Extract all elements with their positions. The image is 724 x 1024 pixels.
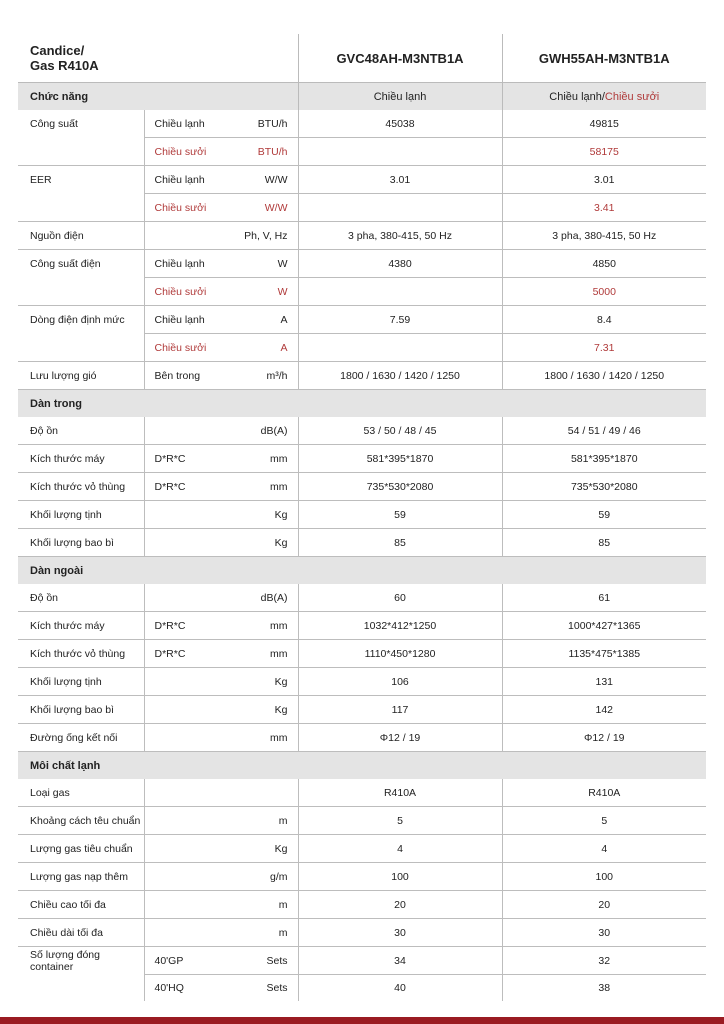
general-value-model-2: 1800 / 1630 / 1420 / 1250 (502, 362, 706, 390)
general-value-model-1: 3.01 (298, 166, 502, 194)
refrigerant-param-mode (144, 807, 218, 835)
indoor-value-model-1: 581*395*1870 (298, 445, 502, 473)
outdoor-value-model-1: 60 (298, 584, 502, 612)
general-param-unit: m³/h (218, 362, 298, 390)
outdoor-param-unit: dB(A) (218, 584, 298, 612)
general-param-mode: Chiều sưởi (144, 278, 218, 306)
general-param-name (18, 334, 144, 362)
refrigerant-param-mode (144, 891, 218, 919)
refrigerant-param-name: Loại gas (18, 779, 144, 807)
outdoor-value-model-2: 1000*427*1365 (502, 612, 706, 640)
refrigerant-param-name: Lượng gas nạp thêm (18, 863, 144, 891)
indoor-value-model-2: 54 / 51 / 49 / 46 (502, 417, 706, 445)
function-separator: / (601, 90, 605, 103)
refrigerant-value-model-2: 38 (598, 982, 611, 994)
general-value-model-1: 45038 (298, 110, 502, 138)
table-row (18, 501, 706, 529)
general-param-unit: W/W (218, 166, 298, 194)
refrigerant-param-unit: g/m (218, 863, 298, 891)
general-param-unit: BTU/h (218, 110, 298, 138)
function-heat-label: Chiều sưởi (604, 90, 660, 103)
table-row (18, 919, 706, 947)
footer-bar (0, 1017, 724, 1024)
table-row (18, 473, 706, 501)
indoor-param-unit: dB(A) (218, 417, 298, 445)
table-row (18, 166, 706, 194)
table-row (18, 724, 706, 752)
section-indoor (18, 390, 706, 418)
indoor-value-model-1: 735*530*2080 (298, 473, 502, 501)
table-row (18, 835, 706, 863)
general-value-model-2: 3.41 (502, 194, 706, 222)
general-value-model-2: 49815 (502, 110, 706, 138)
table-row (18, 417, 706, 445)
general-value-model-2: 3.01 (502, 166, 706, 194)
refrigerant-value-model-1: R410A (298, 779, 502, 807)
outdoor-param-unit: Kg (218, 668, 298, 696)
indoor-value-model-2: 735*530*2080 (502, 473, 706, 501)
indoor-param-name: Kích thước vỏ thùng (18, 473, 144, 501)
general-param-name: Nguồn điện (18, 222, 144, 250)
refrigerant-param-mode (144, 835, 218, 863)
outdoor-value-model-1: 1032*412*1250 (298, 612, 502, 640)
table-row (18, 891, 706, 919)
refrigerant-value-model-1: 40 (298, 975, 502, 1002)
outdoor-param-mode (144, 724, 218, 752)
outdoor-value-model-1: Φ12 / 19 (298, 724, 502, 752)
refrigerant-value-model-1: 100 (298, 863, 502, 891)
general-param-mode: Chiều sưởi (144, 334, 218, 362)
indoor-param-mode: D*R*C (144, 445, 218, 473)
general-value-model-2: 58175 (502, 138, 706, 166)
refrigerant-param-unit: Kg (218, 835, 298, 863)
outdoor-param-name: Kích thước vỏ thùng (18, 640, 144, 668)
indoor-param-unit: Kg (218, 529, 298, 557)
general-param-mode: Chiều sưởi (144, 138, 218, 166)
refrigerant-value-model-2: 100 (502, 863, 706, 891)
outdoor-value-model-2: 131 (502, 668, 706, 696)
product-title (18, 34, 298, 83)
indoor-param-name: Độ ồn (18, 417, 144, 445)
general-value-model-1 (298, 138, 502, 166)
indoor-value-model-2: 85 (502, 529, 706, 557)
table-row (18, 278, 706, 306)
outdoor-param-name: Đường ống kết nối (18, 724, 144, 752)
refrigerant-value-model-2: 20 (502, 891, 706, 919)
table-row (18, 668, 706, 696)
indoor-value-model-1: 53 / 50 / 48 / 45 (298, 417, 502, 445)
outdoor-param-unit: mm (218, 640, 298, 668)
table-row (18, 306, 706, 334)
outdoor-param-unit: Kg (218, 696, 298, 724)
outdoor-value-model-2: 1135*475*1385 (502, 640, 706, 668)
general-value-model-2: 8.4 (502, 306, 706, 334)
general-param-unit: Ph, V, Hz (218, 222, 298, 250)
general-param-name: Công suất (18, 110, 144, 138)
general-value-model-1 (298, 194, 502, 222)
table-row (18, 975, 706, 1002)
indoor-param-name: Khối lượng tịnh (18, 501, 144, 529)
indoor-param-name: Khối lượng bao bì (18, 529, 144, 557)
table-row (18, 947, 706, 975)
indoor-param-mode (144, 529, 218, 557)
outdoor-value-model-2: Φ12 / 19 (502, 724, 706, 752)
outdoor-value-model-2: 61 (502, 584, 706, 612)
refrigerant-param-mode: 40'HQ (154, 982, 184, 994)
indoor-value-model-2: 59 (502, 501, 706, 529)
indoor-param-unit: mm (218, 445, 298, 473)
outdoor-value-model-1: 117 (298, 696, 502, 724)
function-model-1: Chiều lạnh (298, 83, 502, 111)
table-row (18, 362, 706, 390)
general-param-name (18, 194, 144, 222)
table-row (18, 194, 706, 222)
section-function (18, 83, 706, 111)
outdoor-param-mode (144, 696, 218, 724)
general-value-model-1 (298, 334, 502, 362)
section-outdoor-label: Dàn ngoài (18, 557, 706, 585)
outdoor-param-unit: mm (218, 724, 298, 752)
general-value-model-2: 3 pha, 380-415, 50 Hz (502, 222, 706, 250)
refrigerant-value-model-2: 4 (502, 835, 706, 863)
table-row (18, 250, 706, 278)
refrigerant-value-model-1: 20 (298, 891, 502, 919)
general-value-model-2: 7.31 (502, 334, 706, 362)
model-1-header: GVC48AH-M3NTB1A (298, 34, 502, 83)
general-param-name (18, 278, 144, 306)
general-param-name: Dòng điện định mức (18, 306, 144, 334)
outdoor-param-unit: mm (218, 612, 298, 640)
general-value-model-1: 3 pha, 380-415, 50 Hz (298, 222, 502, 250)
table-row (18, 529, 706, 557)
section-indoor-label: Dàn trong (18, 390, 706, 418)
outdoor-value-model-2: 142 (502, 696, 706, 724)
table-row (18, 445, 706, 473)
table-row (18, 696, 706, 724)
refrigerant-param-name (18, 975, 144, 1002)
general-value-model-1: 4380 (298, 250, 502, 278)
indoor-param-unit: mm (218, 473, 298, 501)
model-2-header: GWH55AH-M3NTB1A (502, 34, 706, 83)
refrigerant-param-name: Khoảng cách têu chuẩn (18, 807, 144, 835)
refrigerant-value-model-2: 30 (502, 919, 706, 947)
indoor-value-model-1: 85 (298, 529, 502, 557)
outdoor-param-name: Độ ồn (18, 584, 144, 612)
refrigerant-param-unit: m (218, 891, 298, 919)
refrigerant-value-model-1: 30 (298, 919, 502, 947)
table-row (18, 640, 706, 668)
general-param-mode: Chiều lạnh (144, 110, 218, 138)
section-refrigerant (18, 752, 706, 780)
general-value-model-2: 4850 (502, 250, 706, 278)
general-param-unit: BTU/h (218, 138, 298, 166)
outdoor-value-model-1: 106 (298, 668, 502, 696)
indoor-param-mode (144, 501, 218, 529)
outdoor-param-name: Khối lượng tịnh (18, 668, 144, 696)
indoor-value-model-1: 59 (298, 501, 502, 529)
general-param-unit: W (218, 278, 298, 306)
general-param-mode: Chiều lạnh (144, 250, 218, 278)
general-param-mode (144, 222, 218, 250)
indoor-value-model-2: 581*395*1870 (502, 445, 706, 473)
refrigerant-param-name: Số lượng đóng container (18, 947, 144, 975)
function-cool-label: Chiều lạnh (549, 90, 602, 103)
refrigerant-param-mode (144, 779, 218, 807)
refrigerant-value-model-2: R410A (502, 779, 706, 807)
table-row (18, 779, 706, 807)
refrigerant-value-model-1: 34 (298, 947, 502, 975)
refrigerant-param-unit: m (218, 807, 298, 835)
refrigerant-param-unit: Sets (218, 947, 298, 975)
section-function-label: Chức năng (18, 83, 298, 111)
refrigerant-param-name: Lượng gas tiêu chuẩn (18, 835, 144, 863)
refrigerant-param-name: Chiều cao tối đa (18, 891, 144, 919)
indoor-param-mode (144, 417, 218, 445)
indoor-param-name: Kích thước máy (18, 445, 144, 473)
table-row (18, 110, 706, 138)
spec-table (18, 34, 706, 1001)
general-value-model-1: 1800 / 1630 / 1420 / 1250 (298, 362, 502, 390)
table-row (18, 222, 706, 250)
outdoor-value-model-1: 1110*450*1280 (298, 640, 502, 668)
general-param-unit: A (218, 334, 298, 362)
refrigerant-param-unit (218, 779, 298, 807)
indoor-param-mode: D*R*C (144, 473, 218, 501)
table-header-row (18, 34, 706, 83)
indoor-param-unit: Kg (218, 501, 298, 529)
outdoor-param-name: Kích thước máy (18, 612, 144, 640)
general-param-mode: Chiều lạnh (144, 166, 218, 194)
outdoor-param-mode (144, 668, 218, 696)
refrigerant-value-model-2: 32 (502, 947, 706, 975)
table-row (18, 138, 706, 166)
table-row (18, 612, 706, 640)
refrigerant-param-name: Chiều dài tối đa (18, 919, 144, 947)
table-row (18, 334, 706, 362)
refrigerant-param-unit: Sets (218, 975, 298, 1002)
spec-sheet (18, 34, 706, 1001)
refrigerant-param-unit: m (218, 919, 298, 947)
general-param-unit: W/W (218, 194, 298, 222)
general-param-unit: A (218, 306, 298, 334)
refrigerant-param-mode: 40'GP (144, 947, 218, 975)
general-param-mode: Chiều sưởi (144, 194, 218, 222)
outdoor-param-mode: D*R*C (144, 612, 218, 640)
refrigerant-param-mode (144, 863, 218, 891)
general-value-model-2: 5000 (502, 278, 706, 306)
general-param-unit: W (218, 250, 298, 278)
general-param-mode: Bên trong (144, 362, 218, 390)
general-param-name: Lưu lượng gió (18, 362, 144, 390)
refrigerant-value-model-1: 4 (298, 835, 502, 863)
general-param-mode: Chiều lạnh (144, 306, 218, 334)
section-refrigerant-label: Môi chất lạnh (18, 752, 706, 780)
general-value-model-1 (298, 278, 502, 306)
general-param-name (18, 138, 144, 166)
table-row (18, 584, 706, 612)
refrigerant-value-model-2: 5 (502, 807, 706, 835)
table-row (18, 807, 706, 835)
product-title-line1: Candice/ (30, 43, 85, 58)
product-title-line2: Gas R410A (30, 58, 99, 73)
section-outdoor (18, 557, 706, 585)
general-param-name: Công suất điện (18, 250, 144, 278)
refrigerant-value-model-1: 5 (298, 807, 502, 835)
refrigerant-param-mode (144, 919, 218, 947)
general-param-name: EER (18, 166, 144, 194)
table-row (18, 863, 706, 891)
outdoor-param-name: Khối lượng bao bì (18, 696, 144, 724)
function-model-2 (502, 83, 706, 111)
outdoor-param-mode: D*R*C (144, 640, 218, 668)
outdoor-param-mode (144, 584, 218, 612)
general-value-model-1: 7.59 (298, 306, 502, 334)
